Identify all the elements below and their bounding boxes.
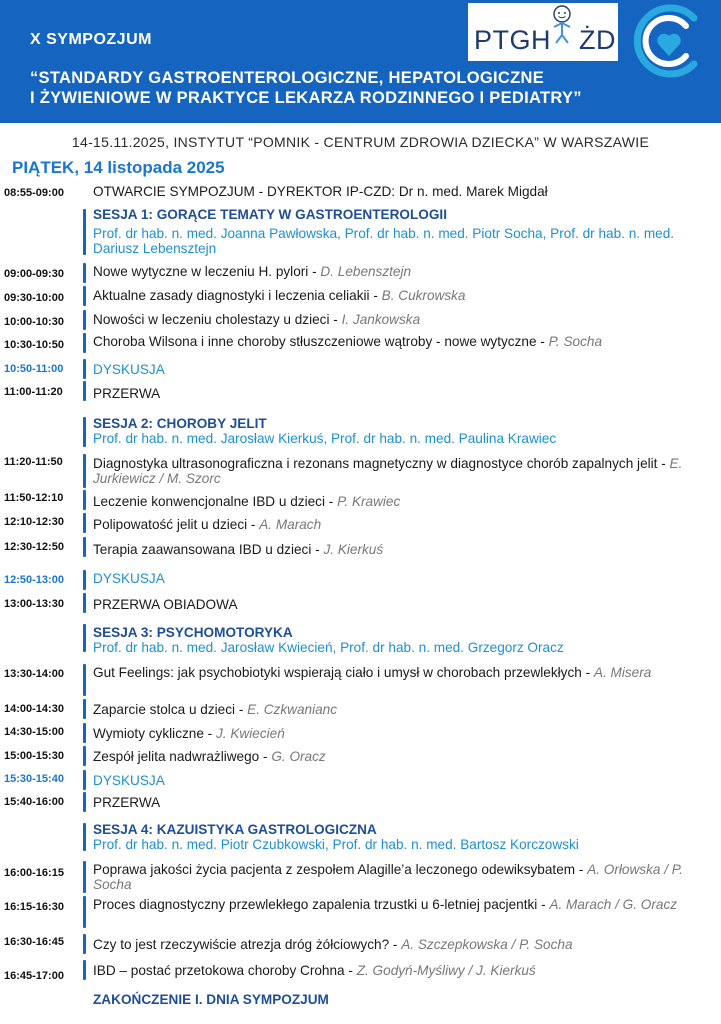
title-line-2: I ŻYWIENIOWE W PRAKTYCE LEKARZA RODZINNEGO I PEDIATRY” bbox=[30, 89, 582, 107]
item-bar bbox=[83, 310, 86, 330]
item-bar bbox=[83, 896, 86, 928]
item-bar bbox=[83, 381, 86, 401]
time-item: 10:30-10:50 bbox=[4, 339, 64, 351]
closing-label: ZAKOŃCZENIE I. DNIA SYMPOZJUM bbox=[93, 992, 329, 1007]
time-item: 14:00-14:30 bbox=[4, 703, 64, 715]
item-bar bbox=[83, 513, 86, 533]
item-bar bbox=[83, 861, 86, 893]
opening-text: OTWARCIE SYMPOZJUM - DYREKTOR IP-CZD: Dr n. med. Marek Migdał bbox=[93, 184, 548, 199]
break-label: PRZERWA bbox=[93, 386, 161, 401]
agenda-item: Polipowatość jelit u dzieci - A. Marach bbox=[93, 517, 322, 532]
agenda-item: Poprawa jakości życia pacjenta z zespołem Alagille’a leczonego odewiksybatem - A. Orłowska / P. Socha bbox=[93, 862, 683, 892]
logo-text: PTGH ŻD bbox=[474, 25, 617, 55]
agenda-item: Zespół jelita nadwrażliwego - G. Oracz bbox=[93, 749, 326, 764]
item-bar bbox=[83, 960, 86, 980]
item-bar bbox=[83, 746, 86, 766]
break-label: PRZERWA bbox=[93, 795, 161, 810]
time-break: 15:40-16:00 bbox=[4, 796, 64, 808]
session3-chairs: Prof. dr hab. n. med. Jarosław Kwiecień, Prof. dr hab. n. med. Grzegorz Oracz bbox=[93, 640, 564, 655]
agenda-item: Choroba Wilsona i inne choroby stłuszczeniowe wątroby - nowe wytyczne - P. Socha bbox=[93, 334, 603, 349]
agenda-item: Nowe wytyczne w leczeniu H. pylori - D. Lebensztejn bbox=[93, 264, 412, 279]
item-bar bbox=[83, 286, 86, 306]
session1-title: SESJA 1: GORĄCE TEMATY W GASTROENTEROLOGII bbox=[93, 207, 447, 222]
agenda-item: Diagnostyka ultrasonograficzna i rezonans magnetyczny w diagnostyce chorób zapalnych jelit - E. Jurkiewicz / M. Szorc bbox=[93, 456, 683, 486]
ptghzd-logo bbox=[468, 3, 618, 61]
time-discussion: 10:50-11:00 bbox=[4, 363, 64, 375]
time-item: 16:00-16:15 bbox=[4, 867, 64, 879]
session3-title: SESJA 3: PSYCHOMOTORYKA bbox=[93, 625, 293, 640]
time-discussion: 12:50-13:00 bbox=[4, 574, 64, 586]
agenda-item: Wymioty cykliczne - J. Kwiecień bbox=[93, 726, 285, 741]
session2-chairs: Prof. dr hab. n. med. Jarosław Kierkuś, Prof. dr hab. n. med. Paulina Krawiec bbox=[93, 431, 557, 446]
time-opening: 08:55-09:00 bbox=[4, 187, 64, 199]
time-item: 16:30-16:45 bbox=[4, 936, 64, 948]
agenda-item: Nowości w leczeniu cholestazy u dzieci - I. Jankowska bbox=[93, 312, 421, 327]
agenda-item: Proces diagnostyczny przewlekłego zapalenia trzustki u 6-letniej pacjentki - A. Marach / G. Oracz bbox=[93, 897, 678, 912]
session2-title: SESJA 2: CHOROBY JELIT bbox=[93, 416, 267, 431]
agenda-item: Terapia zaawansowana IBD u dzieci - J. Kierkuś bbox=[93, 542, 384, 557]
header-banner bbox=[0, 0, 721, 123]
break-label: PRZERWA OBIADOWA bbox=[93, 597, 238, 612]
title-line-1: “STANDARDY GASTROENTEROLOGICZNE, HEPATOLOGICZNE bbox=[30, 69, 545, 87]
child-figure-icon bbox=[550, 5, 574, 45]
time-item: 13:30-14:00 bbox=[4, 668, 64, 680]
agenda-item: Leczenie konwencjonalne IBD u dzieci - P. Krawiec bbox=[93, 494, 401, 509]
time-item: 14:30-15:00 bbox=[4, 726, 64, 738]
agenda-item: Zaparcie stolca u dzieci - E. Czkwanianc bbox=[93, 702, 338, 717]
session-bar bbox=[83, 624, 86, 652]
item-bar bbox=[83, 699, 86, 719]
session-bar bbox=[83, 209, 86, 255]
item-bar bbox=[83, 570, 86, 590]
time-item: 15:00-15:30 bbox=[4, 750, 64, 762]
heart-c-logo-icon bbox=[630, 2, 708, 80]
session1-chairs: Prof. dr hab. n. med. Joanna Pawłowska, Prof. dr hab. n. med. Piotr Socha, Prof. dr hab. n. med. Dariusz Lebensztejn bbox=[93, 226, 675, 256]
agenda-item: Czy to jest rzeczywiście atrezja dróg żółciowych? - A. Szczepkowska / P. Socha bbox=[93, 937, 573, 952]
session-bar bbox=[83, 417, 86, 447]
item-bar bbox=[83, 723, 86, 743]
discussion-label: DYSKUSJA bbox=[93, 571, 165, 586]
item-bar bbox=[83, 454, 86, 488]
time-item: 12:10-12:30 bbox=[4, 516, 64, 528]
agenda-item: Gut Feelings: jak psychobiotyki wspierają ciało i umysł w chorobach przewlekłych - A. Misera bbox=[93, 665, 652, 680]
item-bar bbox=[83, 664, 86, 696]
symposium-label: X SYMPOZJUM bbox=[30, 31, 152, 48]
item-bar bbox=[83, 333, 86, 353]
time-item: 09:00-09:30 bbox=[4, 268, 64, 280]
time-item: 12:30-12:50 bbox=[4, 541, 64, 553]
time-item: 09:30-10:00 bbox=[4, 292, 64, 304]
session4-title: SESJA 4: KAZUISTYKA GASTROLOGICZNA bbox=[93, 822, 377, 837]
time-break: 11:00-11:20 bbox=[4, 386, 63, 398]
item-bar bbox=[83, 593, 86, 613]
agenda-item: Aktualne zasady diagnostyki i leczenia celiakii - B. Cukrowska bbox=[93, 288, 466, 303]
session-bar bbox=[83, 823, 86, 851]
item-bar bbox=[83, 359, 86, 379]
session4-chairs: Prof. dr hab. n. med. Piotr Czubkowski, Prof. dr hab. n. med. Bartosz Korczowski bbox=[93, 837, 579, 852]
time-item: 16:45-17:00 bbox=[4, 970, 64, 982]
item-bar bbox=[83, 537, 86, 557]
time-item: 11:20-11:50 bbox=[4, 456, 63, 468]
time-discussion: 15:30-15:40 bbox=[4, 773, 64, 785]
item-bar bbox=[83, 490, 86, 510]
time-item: 10:00-10:30 bbox=[4, 316, 64, 328]
time-item: 16:15-16:30 bbox=[4, 901, 64, 913]
time-break: 13:00-13:30 bbox=[4, 598, 64, 610]
day-heading: PIĄTEK, 14 listopada 2025 bbox=[12, 158, 225, 177]
discussion-label: DYSKUSJA bbox=[93, 362, 165, 377]
dates-venue: 14-15.11.2025, INSTYTUT “POMNIK - CENTRUM ZDROWIA DZIECKA” W WARSZAWIE bbox=[71, 134, 650, 150]
agenda-item: IBD – postać przetokowa choroby Crohna - Z. Godyń-Myśliwy / J. Kierkuś bbox=[93, 963, 536, 978]
item-bar bbox=[83, 934, 86, 954]
item-bar bbox=[83, 792, 86, 812]
discussion-label: DYSKUSJA bbox=[93, 773, 165, 788]
item-bar bbox=[83, 770, 86, 790]
item-bar bbox=[83, 263, 86, 283]
time-item: 11:50-12:10 bbox=[4, 492, 64, 504]
